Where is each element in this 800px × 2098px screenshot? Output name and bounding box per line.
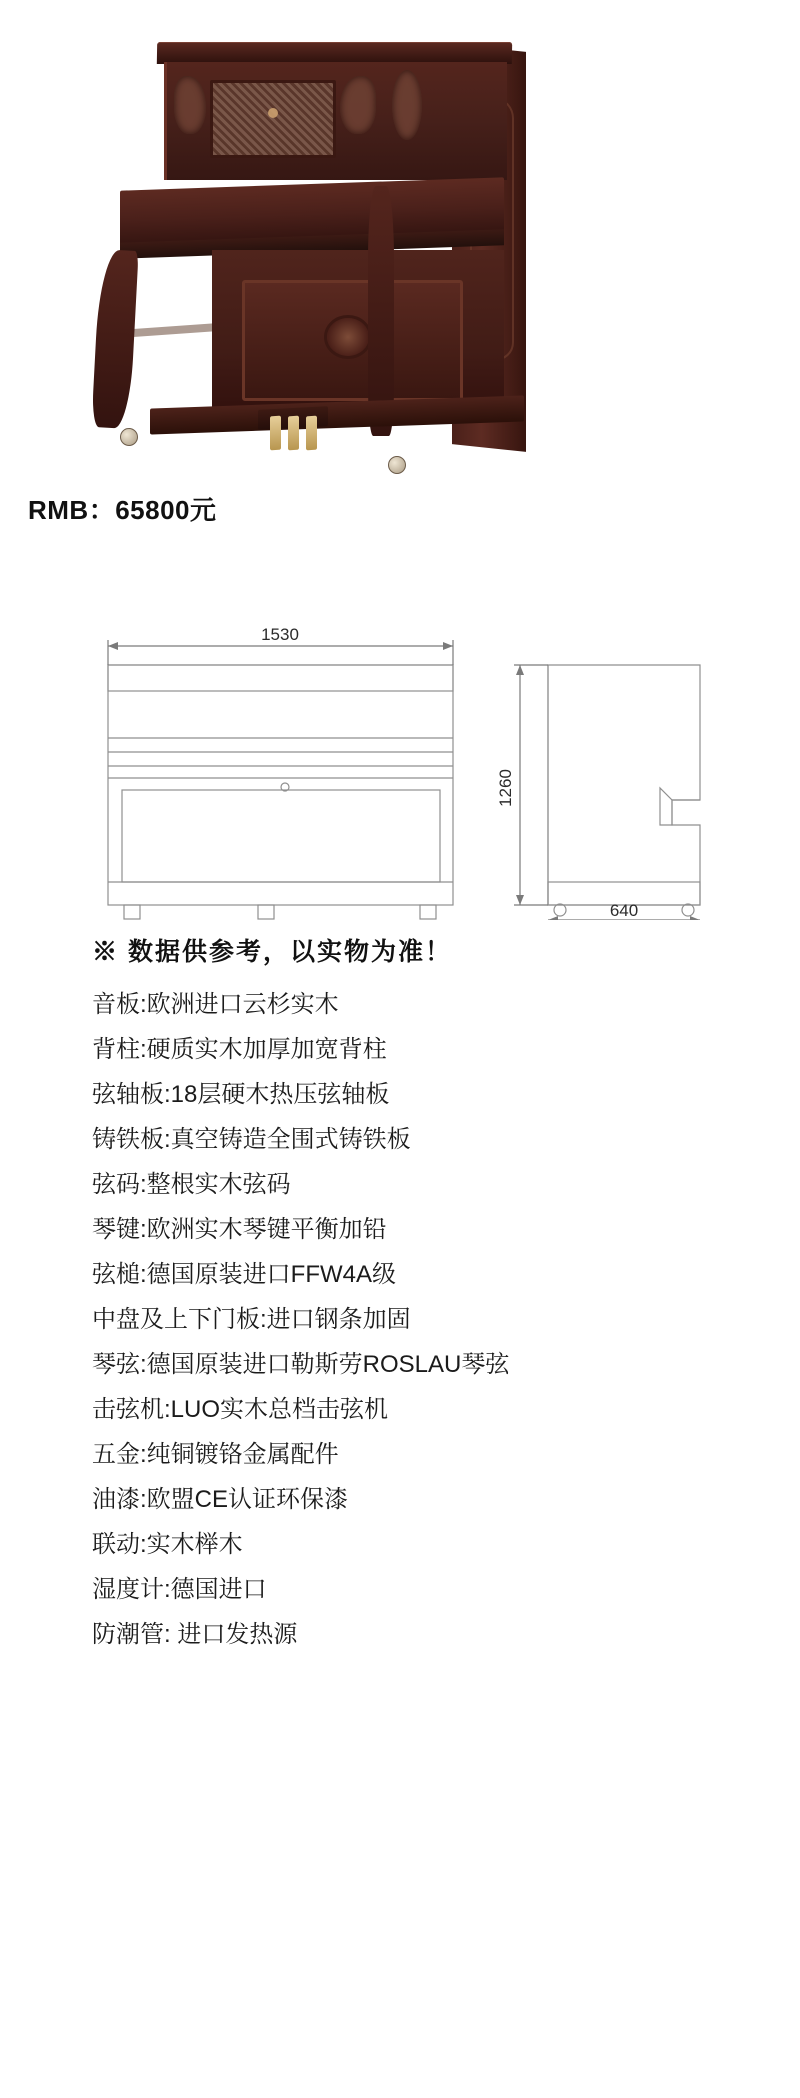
spec-item-8: 琴弦:德国原装进口勒斯劳ROSLAU琴弦 [92, 1351, 510, 1378]
spec-value-4: 整根实木弦码 [146, 1171, 291, 1198]
dimension-drawing [0, 620, 800, 920]
spec-value-5: 欧洲实木琴键平衡加铅 [146, 1216, 387, 1243]
spec-item-10: 五金:纯铜镀铬金属配件 [92, 1441, 339, 1468]
specs-note: ※ 数据供参考，以实物为准！ [92, 938, 452, 966]
spec-value-1: 硬质实木加厚加宽背柱 [146, 1036, 387, 1063]
spec-item-0: 音板:欧洲进口云杉实木 [92, 991, 339, 1018]
spec-item-12: 联动:实木榉木 [92, 1531, 243, 1558]
spec-value-12: 实木榉木 [146, 1531, 243, 1558]
spec-key-2: 弦轴板 [92, 1081, 164, 1108]
spec-key-1: 背柱 [92, 1036, 140, 1063]
piano-panel-knob-icon [268, 108, 278, 118]
spec-value-8: 德国原装进口勒斯劳ROSLAU琴弦 [146, 1351, 510, 1378]
piano-center-leg [368, 186, 394, 436]
dimension-diagram-svg [0, 620, 800, 920]
upright-piano-illustration [92, 36, 542, 466]
spec-value-11: 欧盟CE认证环保漆 [146, 1486, 349, 1513]
piano-keybed-shadow [128, 323, 224, 338]
dimension-height-label: 1260 [496, 769, 515, 807]
piano-pedal-left [270, 416, 281, 451]
spec-value-9: LUO实木总档击弦机 [170, 1396, 389, 1423]
spec-key-0: 音板 [92, 991, 140, 1018]
spec-item-4: 弦码:整根实木弦码 [92, 1171, 291, 1198]
spec-key-7: 中盘及上下门板 [92, 1306, 260, 1333]
piano-left-leg [91, 249, 138, 429]
spec-key-12: 联动 [92, 1531, 140, 1558]
piano-caster-left-icon [120, 428, 138, 446]
spec-item-5: 琴键:欧洲实木琴键平衡加铅 [92, 1216, 387, 1243]
spec-item-1: 背柱:硬质实木加厚加宽背柱 [92, 1036, 387, 1063]
piano-carving-right-icon [340, 76, 376, 134]
spec-value-3: 真空铸造全围式铸铁板 [170, 1126, 411, 1153]
spec-key-8: 琴弦 [92, 1351, 140, 1378]
spec-value-2: 18层硬木热压弦轴板 [170, 1081, 390, 1108]
price-row [0, 480, 800, 532]
price-label: RMB：65800元 [28, 495, 217, 525]
spec-key-3: 铸铁板 [92, 1126, 164, 1153]
piano-top-lid [157, 42, 512, 64]
dimension-width-label: 1530 [261, 625, 299, 644]
spec-item-6: 弦槌:德国原装进口FFW4A级 [92, 1261, 396, 1288]
spec-key-4: 弦码 [92, 1171, 140, 1198]
piano-caster-right-icon [388, 456, 406, 474]
spec-key-5: 琴键 [92, 1216, 140, 1243]
spec-item-14: 防潮管: 进口发热源 [92, 1621, 298, 1648]
piano-carving-far-right-icon [392, 70, 422, 140]
spec-value-14: 进口发热源 [170, 1621, 298, 1648]
spec-key-6: 弦槌 [92, 1261, 140, 1288]
spec-item-13: 湿度计:德国进口 [92, 1576, 267, 1603]
piano-door-medallion-icon [327, 318, 369, 356]
spec-value-10: 纯铜镀铬金属配件 [146, 1441, 339, 1468]
spec-key-14: 防潮管 [92, 1621, 164, 1648]
spec-item-7: 中盘及上下门板:进口钢条加固 [92, 1306, 411, 1333]
spec-item-3: 铸铁板:真空铸造全围式铸铁板 [92, 1126, 411, 1153]
spec-value-6: 德国原装进口FFW4A级 [146, 1261, 396, 1288]
piano-lattice-panel [210, 80, 336, 158]
spec-value-13: 德国进口 [170, 1576, 267, 1603]
spec-value-0: 欧洲进口云杉实木 [146, 991, 339, 1018]
spec-key-13: 湿度计 [92, 1576, 164, 1603]
piano-pedal-right [306, 416, 317, 451]
spec-key-9: 击弦机 [92, 1396, 164, 1423]
spec-item-9: 击弦机:LUO实木总档击弦机 [92, 1396, 389, 1423]
dimension-depth-label: 640 [609, 901, 639, 920]
spec-key-11: 油漆 [92, 1486, 140, 1513]
spec-key-10: 五金 [92, 1441, 140, 1468]
piano-pedal-center [288, 416, 299, 451]
spec-item-2: 弦轴板:18层硬木热压弦轴板 [92, 1081, 390, 1108]
spec-item-11: 油漆:欧盟CE认证环保漆 [92, 1486, 349, 1513]
product-image [0, 0, 800, 480]
specs-section [0, 920, 800, 1697]
spec-value-7: 进口钢条加固 [266, 1306, 411, 1333]
